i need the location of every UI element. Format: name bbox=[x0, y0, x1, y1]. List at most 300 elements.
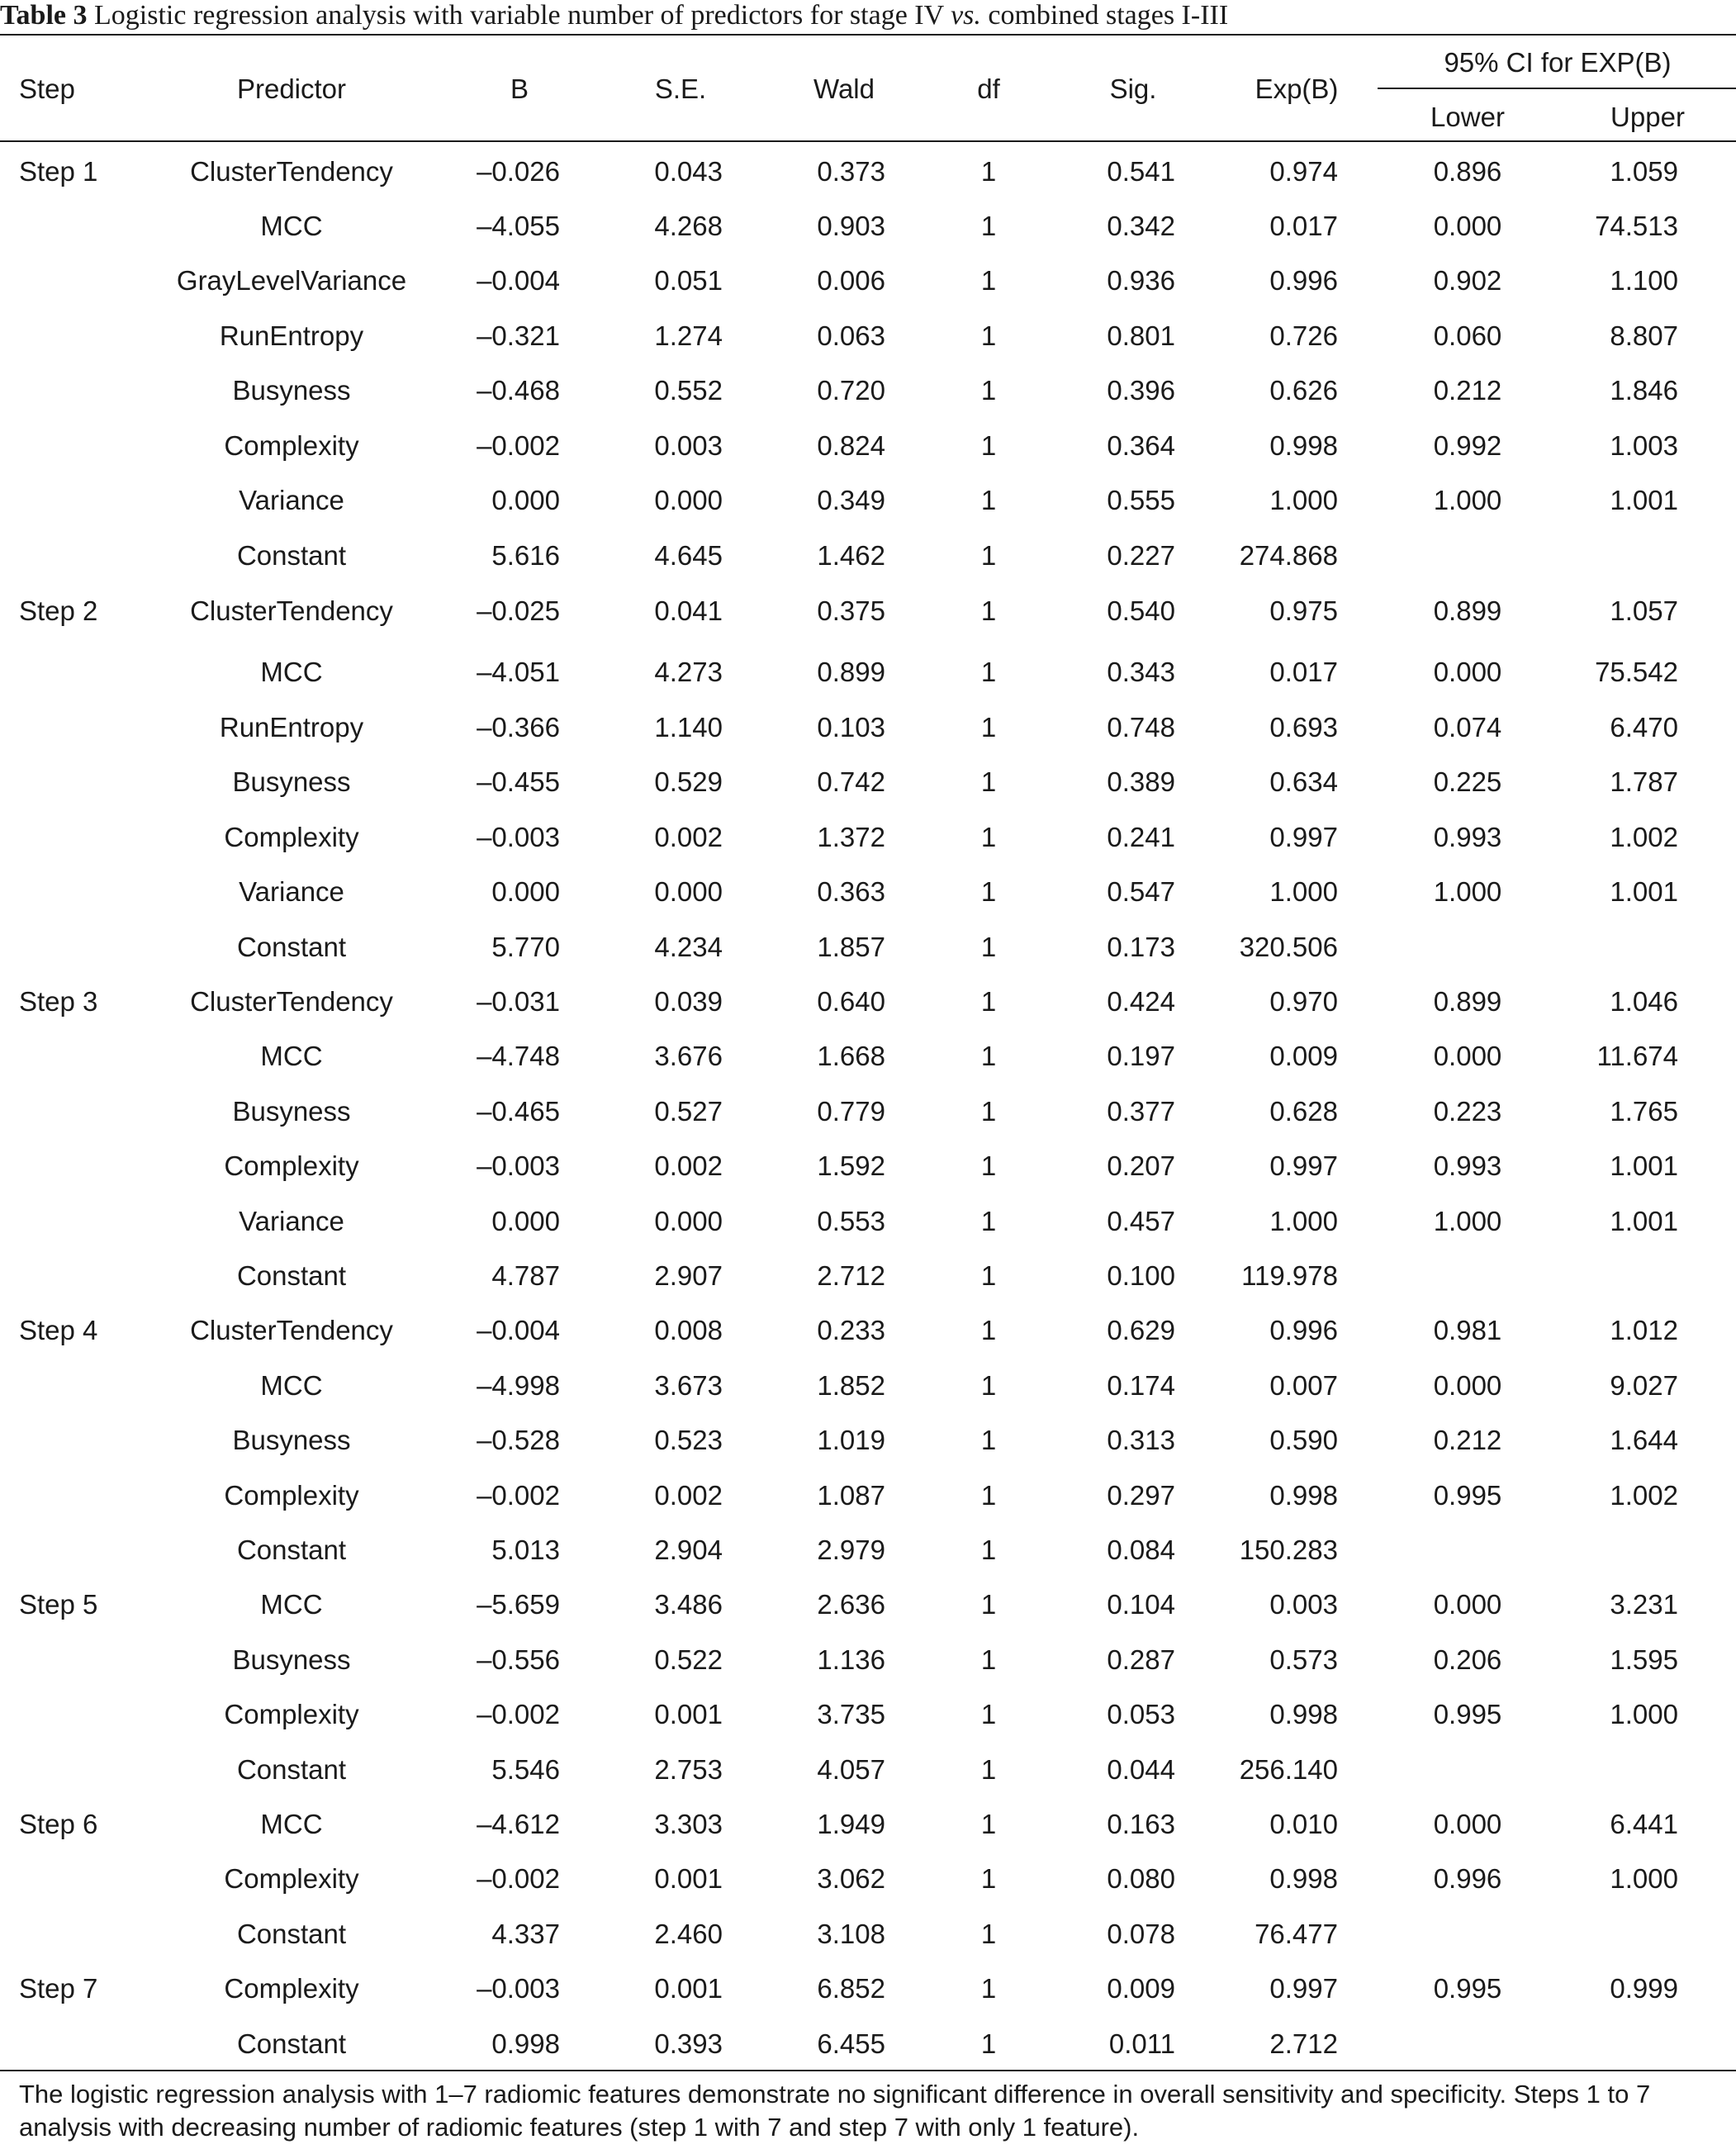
wald-cell: 1.087 bbox=[817, 1480, 885, 1511]
se-cell: 3.673 bbox=[654, 1370, 723, 1401]
expb-cell: 0.007 bbox=[1269, 1370, 1338, 1401]
b-cell: –0.004 bbox=[477, 265, 560, 296]
expb-cell: 0.628 bbox=[1269, 1096, 1338, 1127]
lower-cell: 0.000 bbox=[1433, 1809, 1502, 1839]
b-cell: –0.025 bbox=[477, 595, 560, 626]
lower-cell: 0.902 bbox=[1433, 265, 1502, 296]
b-cell: –0.321 bbox=[477, 320, 560, 351]
sig-cell: 0.080 bbox=[1107, 1863, 1175, 1894]
se-cell: 2.460 bbox=[654, 1919, 723, 1949]
lower-cell: 0.000 bbox=[1433, 211, 1502, 241]
predictor-cell: Complexity bbox=[224, 1973, 359, 2004]
se-cell: 3.303 bbox=[654, 1809, 723, 1839]
expb-cell: 0.997 bbox=[1269, 1150, 1338, 1181]
b-cell: –0.366 bbox=[477, 712, 560, 742]
b-cell: 4.787 bbox=[491, 1260, 560, 1291]
step-cell: Step 7 bbox=[19, 1973, 98, 2004]
wald-cell: 2.712 bbox=[817, 1260, 885, 1291]
b-cell: 0.000 bbox=[491, 1206, 560, 1236]
wald-cell: 0.349 bbox=[817, 485, 885, 515]
sig-cell: 0.389 bbox=[1107, 766, 1175, 797]
expb-cell: 0.693 bbox=[1269, 712, 1338, 742]
expb-cell: 1.000 bbox=[1269, 485, 1338, 515]
b-cell: –0.026 bbox=[477, 156, 560, 187]
wald-cell: 0.553 bbox=[817, 1206, 885, 1236]
se-cell: 0.527 bbox=[654, 1096, 723, 1127]
df-cell: 1 bbox=[980, 1260, 997, 1291]
df-cell: 1 bbox=[980, 540, 997, 571]
se-cell: 2.753 bbox=[654, 1754, 723, 1785]
wald-cell: 0.824 bbox=[817, 430, 885, 461]
wald-cell: 1.019 bbox=[817, 1425, 885, 1455]
se-cell: 4.268 bbox=[654, 211, 723, 241]
expb-cell: 0.998 bbox=[1269, 1863, 1338, 1894]
se-cell: 0.001 bbox=[654, 1699, 723, 1729]
upper-cell: 1.002 bbox=[1610, 822, 1678, 852]
df-cell: 1 bbox=[980, 1919, 997, 1949]
se-cell: 1.140 bbox=[654, 712, 723, 742]
se-cell: 2.904 bbox=[654, 1535, 723, 1565]
df-cell: 1 bbox=[980, 1480, 997, 1511]
upper-cell: 1.000 bbox=[1610, 1863, 1678, 1894]
ci-group-rule bbox=[1378, 88, 1736, 89]
b-cell: 0.000 bbox=[491, 485, 560, 515]
lower-cell: 0.981 bbox=[1433, 1315, 1502, 1345]
sig-cell: 0.540 bbox=[1107, 595, 1175, 626]
predictor-cell: ClusterTendency bbox=[190, 986, 393, 1017]
expb-cell: 0.634 bbox=[1269, 766, 1338, 797]
upper-cell: 6.441 bbox=[1610, 1809, 1678, 1839]
predictor-cell: Variance bbox=[239, 1206, 344, 1236]
expb-cell: 0.997 bbox=[1269, 1973, 1338, 2004]
df-cell: 1 bbox=[980, 822, 997, 852]
predictor-cell: MCC bbox=[260, 1589, 323, 1620]
predictor-cell: Busyness bbox=[232, 1425, 351, 1455]
lower-cell: 0.899 bbox=[1433, 595, 1502, 626]
df-cell: 1 bbox=[980, 375, 997, 406]
expb-cell: 0.017 bbox=[1269, 211, 1338, 241]
df-cell: 1 bbox=[980, 1644, 997, 1675]
header-upper: Upper bbox=[1610, 102, 1685, 132]
upper-cell: 8.807 bbox=[1610, 320, 1678, 351]
lower-cell: 0.223 bbox=[1433, 1096, 1502, 1127]
expb-cell: 0.975 bbox=[1269, 595, 1338, 626]
step-cell: Step 2 bbox=[19, 595, 98, 626]
b-cell: –4.612 bbox=[477, 1809, 560, 1839]
expb-cell: 0.997 bbox=[1269, 822, 1338, 852]
wald-cell: 1.462 bbox=[817, 540, 885, 571]
sig-cell: 0.104 bbox=[1107, 1589, 1175, 1620]
sig-cell: 0.044 bbox=[1107, 1754, 1175, 1785]
predictor-cell: ClusterTendency bbox=[190, 156, 393, 187]
predictor-cell: RunEntropy bbox=[219, 320, 364, 351]
predictor-cell: Busyness bbox=[232, 1096, 351, 1127]
predictor-cell: MCC bbox=[260, 211, 323, 241]
step-cell: Step 4 bbox=[19, 1315, 98, 1345]
wald-cell: 3.062 bbox=[817, 1863, 885, 1894]
df-cell: 1 bbox=[980, 1589, 997, 1620]
b-cell: 5.546 bbox=[491, 1754, 560, 1785]
sig-cell: 0.313 bbox=[1107, 1425, 1175, 1455]
expb-cell: 0.590 bbox=[1269, 1425, 1338, 1455]
lower-cell: 1.000 bbox=[1433, 485, 1502, 515]
expb-cell: 0.970 bbox=[1269, 986, 1338, 1017]
header-se: S.E. bbox=[654, 74, 707, 104]
wald-cell: 2.979 bbox=[817, 1535, 885, 1565]
expb-cell: 256.140 bbox=[1239, 1754, 1338, 1785]
predictor-cell: Variance bbox=[239, 485, 344, 515]
sig-cell: 0.009 bbox=[1107, 1973, 1175, 2004]
expb-cell: 0.974 bbox=[1269, 156, 1338, 187]
df-cell: 1 bbox=[980, 1863, 997, 1894]
header-expb: Exp(B) bbox=[1255, 74, 1339, 104]
predictor-cell: Constant bbox=[236, 1919, 347, 1949]
se-cell: 0.523 bbox=[654, 1425, 723, 1455]
predictor-cell: Complexity bbox=[224, 1150, 359, 1181]
upper-cell: 1.644 bbox=[1610, 1425, 1678, 1455]
se-cell: 0.001 bbox=[654, 1863, 723, 1894]
b-cell: –0.002 bbox=[477, 1699, 560, 1729]
expb-cell: 0.996 bbox=[1269, 1315, 1338, 1345]
expb-cell: 0.998 bbox=[1269, 1699, 1338, 1729]
lower-cell: 0.206 bbox=[1433, 1644, 1502, 1675]
se-cell: 0.008 bbox=[654, 1315, 723, 1345]
header-df: df bbox=[977, 74, 1000, 104]
sig-cell: 0.424 bbox=[1107, 986, 1175, 1017]
se-cell: 1.274 bbox=[654, 320, 723, 351]
predictor-cell: Complexity bbox=[224, 1863, 359, 1894]
sig-cell: 0.241 bbox=[1107, 822, 1175, 852]
sig-cell: 0.364 bbox=[1107, 430, 1175, 461]
lower-cell: 0.000 bbox=[1433, 1041, 1502, 1071]
df-cell: 1 bbox=[980, 876, 997, 907]
predictor-cell: ClusterTendency bbox=[190, 595, 393, 626]
caption-text-end: combined stages I-III bbox=[980, 0, 1229, 31]
wald-cell: 0.903 bbox=[817, 211, 885, 241]
sig-cell: 0.343 bbox=[1107, 657, 1175, 687]
sig-cell: 0.053 bbox=[1107, 1699, 1175, 1729]
b-cell: –0.003 bbox=[477, 1973, 560, 2004]
predictor-cell: Complexity bbox=[224, 1699, 359, 1729]
se-cell: 2.907 bbox=[654, 1260, 723, 1291]
upper-cell: 1.001 bbox=[1610, 1206, 1678, 1236]
wald-cell: 6.852 bbox=[817, 1973, 885, 2004]
sig-cell: 0.100 bbox=[1107, 1260, 1175, 1291]
upper-cell: 1.000 bbox=[1610, 1699, 1678, 1729]
expb-cell: 320.506 bbox=[1239, 932, 1338, 962]
predictor-cell: Busyness bbox=[232, 1644, 351, 1675]
wald-cell: 1.668 bbox=[817, 1041, 885, 1071]
se-cell: 0.001 bbox=[654, 1973, 723, 2004]
wald-cell: 3.108 bbox=[817, 1919, 885, 1949]
lower-cell: 0.992 bbox=[1433, 430, 1502, 461]
upper-cell: 1.046 bbox=[1610, 986, 1678, 1017]
df-cell: 1 bbox=[980, 430, 997, 461]
upper-cell: 1.001 bbox=[1610, 1150, 1678, 1181]
b-cell: –5.659 bbox=[477, 1589, 560, 1620]
se-cell: 3.676 bbox=[654, 1041, 723, 1071]
df-cell: 1 bbox=[980, 1809, 997, 1839]
header-b: B bbox=[510, 74, 529, 104]
df-cell: 1 bbox=[980, 932, 997, 962]
predictor-cell: Complexity bbox=[224, 430, 359, 461]
upper-cell: 1.787 bbox=[1610, 766, 1678, 797]
se-cell: 0.041 bbox=[654, 595, 723, 626]
lower-cell: 0.896 bbox=[1433, 156, 1502, 187]
lower-cell: 1.000 bbox=[1433, 1206, 1502, 1236]
lower-cell: 0.000 bbox=[1433, 1370, 1502, 1401]
upper-cell: 1.057 bbox=[1610, 595, 1678, 626]
predictor-cell: Constant bbox=[236, 540, 347, 571]
se-cell: 0.000 bbox=[654, 876, 723, 907]
step-cell: Step 1 bbox=[19, 156, 98, 187]
wald-cell: 0.720 bbox=[817, 375, 885, 406]
lower-cell: 0.000 bbox=[1433, 657, 1502, 687]
sig-cell: 0.457 bbox=[1107, 1206, 1175, 1236]
lower-cell: 0.225 bbox=[1433, 766, 1502, 797]
se-cell: 0.000 bbox=[654, 1206, 723, 1236]
wald-cell: 0.640 bbox=[817, 986, 885, 1017]
upper-cell: 1.003 bbox=[1610, 430, 1678, 461]
predictor-cell: MCC bbox=[260, 657, 323, 687]
wald-cell: 1.857 bbox=[817, 932, 885, 962]
df-cell: 1 bbox=[980, 1206, 997, 1236]
upper-cell: 1.846 bbox=[1610, 375, 1678, 406]
b-cell: 5.616 bbox=[491, 540, 560, 571]
upper-cell: 6.470 bbox=[1610, 712, 1678, 742]
wald-cell: 6.455 bbox=[817, 2028, 885, 2059]
predictor-cell: Constant bbox=[236, 1260, 347, 1291]
wald-cell: 0.375 bbox=[817, 595, 885, 626]
header-sig: Sig. bbox=[1109, 74, 1157, 104]
header-bottom-rule bbox=[0, 140, 1736, 142]
upper-cell: 1.001 bbox=[1610, 876, 1678, 907]
predictor-cell: GrayLevelVariance bbox=[176, 265, 407, 296]
sig-cell: 0.197 bbox=[1107, 1041, 1175, 1071]
df-cell: 1 bbox=[980, 1041, 997, 1071]
sig-cell: 0.377 bbox=[1107, 1096, 1175, 1127]
wald-cell: 0.233 bbox=[817, 1315, 885, 1345]
se-cell: 0.393 bbox=[654, 2028, 723, 2059]
expb-cell: 0.726 bbox=[1269, 320, 1338, 351]
sig-cell: 0.173 bbox=[1107, 932, 1175, 962]
upper-cell: 0.999 bbox=[1610, 1973, 1678, 2004]
predictor-cell: MCC bbox=[260, 1370, 323, 1401]
b-cell: –0.002 bbox=[477, 430, 560, 461]
se-cell: 0.043 bbox=[654, 156, 723, 187]
caption-text: Logistic regression analysis with variable number of predictors for stage IV bbox=[87, 0, 951, 31]
predictor-cell: Complexity bbox=[224, 1480, 359, 1511]
expb-cell: 0.003 bbox=[1269, 1589, 1338, 1620]
step-cell: Step 5 bbox=[19, 1589, 98, 1620]
wald-cell: 1.592 bbox=[817, 1150, 885, 1181]
predictor-cell: Constant bbox=[236, 2028, 347, 2059]
lower-cell: 0.000 bbox=[1433, 1589, 1502, 1620]
predictor-cell: Constant bbox=[236, 1754, 347, 1785]
b-cell: –0.004 bbox=[477, 1315, 560, 1345]
table-label: Table 3 bbox=[0, 0, 88, 31]
sig-cell: 0.396 bbox=[1107, 375, 1175, 406]
b-cell: 0.000 bbox=[491, 876, 560, 907]
upper-cell: 9.027 bbox=[1610, 1370, 1678, 1401]
expb-cell: 0.009 bbox=[1269, 1041, 1338, 1071]
lower-cell: 1.000 bbox=[1433, 876, 1502, 907]
upper-cell: 1.001 bbox=[1610, 485, 1678, 515]
b-cell: 5.770 bbox=[491, 932, 560, 962]
expb-cell: 0.017 bbox=[1269, 657, 1338, 687]
sig-cell: 0.174 bbox=[1107, 1370, 1175, 1401]
df-cell: 1 bbox=[980, 485, 997, 515]
wald-cell: 0.363 bbox=[817, 876, 885, 907]
se-cell: 0.002 bbox=[654, 822, 723, 852]
wald-cell: 0.006 bbox=[817, 265, 885, 296]
b-cell: –0.455 bbox=[477, 766, 560, 797]
sig-cell: 0.801 bbox=[1107, 320, 1175, 351]
b-cell: –4.051 bbox=[477, 657, 560, 687]
upper-cell: 1.765 bbox=[1610, 1096, 1678, 1127]
lower-cell: 0.995 bbox=[1433, 1480, 1502, 1511]
sig-cell: 0.084 bbox=[1107, 1535, 1175, 1565]
df-cell: 1 bbox=[980, 595, 997, 626]
lower-cell: 0.074 bbox=[1433, 712, 1502, 742]
expb-cell: 0.010 bbox=[1269, 1809, 1338, 1839]
expb-cell: 0.998 bbox=[1269, 430, 1338, 461]
df-cell: 1 bbox=[980, 1699, 997, 1729]
table-footnote: The logistic regression analysis with 1–7 radiomic features demonstrate no significant difference in overall sensitivity and specificity. Steps 1 to 7 analysis with decreasing number of radiomic features (step 1 with 7 and step 7 with only 1 feature). bbox=[19, 2080, 1651, 2142]
sig-cell: 0.163 bbox=[1107, 1809, 1175, 1839]
expb-cell: 150.283 bbox=[1239, 1535, 1338, 1565]
sig-cell: 0.555 bbox=[1107, 485, 1175, 515]
se-cell: 0.552 bbox=[654, 375, 723, 406]
expb-cell: 0.573 bbox=[1269, 1644, 1338, 1675]
se-cell: 0.529 bbox=[654, 766, 723, 797]
se-cell: 0.522 bbox=[654, 1644, 723, 1675]
df-cell: 1 bbox=[980, 1315, 997, 1345]
lower-cell: 0.995 bbox=[1433, 1973, 1502, 2004]
sig-cell: 0.207 bbox=[1107, 1150, 1175, 1181]
sig-cell: 0.011 bbox=[1108, 2028, 1175, 2059]
table-caption bbox=[0, 0, 1736, 31]
df-cell: 1 bbox=[980, 265, 997, 296]
step-cell: Step 6 bbox=[19, 1809, 98, 1839]
se-cell: 0.002 bbox=[654, 1480, 723, 1511]
wald-cell: 0.899 bbox=[817, 657, 885, 687]
sig-cell: 0.936 bbox=[1107, 265, 1175, 296]
predictor-cell: MCC bbox=[260, 1809, 323, 1839]
predictor-cell: MCC bbox=[260, 1041, 323, 1071]
b-cell: –4.998 bbox=[477, 1370, 560, 1401]
b-cell: –0.556 bbox=[477, 1644, 560, 1675]
predictor-cell: Busyness bbox=[232, 766, 351, 797]
wald-cell: 1.852 bbox=[817, 1370, 885, 1401]
wald-cell: 0.063 bbox=[817, 320, 885, 351]
sig-cell: 0.748 bbox=[1107, 712, 1175, 742]
se-cell: 0.003 bbox=[654, 430, 723, 461]
wald-cell: 1.136 bbox=[817, 1644, 885, 1675]
wald-cell: 0.779 bbox=[817, 1096, 885, 1127]
predictor-cell: Complexity bbox=[224, 822, 359, 852]
expb-cell: 0.998 bbox=[1269, 1480, 1338, 1511]
upper-cell: 1.595 bbox=[1610, 1644, 1678, 1675]
upper-cell: 1.059 bbox=[1610, 156, 1678, 187]
expb-cell: 119.978 bbox=[1241, 1260, 1338, 1291]
lower-cell: 0.060 bbox=[1433, 320, 1502, 351]
wald-cell: 0.742 bbox=[817, 766, 885, 797]
wald-cell: 1.372 bbox=[817, 822, 885, 852]
wald-cell: 3.735 bbox=[817, 1699, 885, 1729]
lower-cell: 0.212 bbox=[1433, 1425, 1502, 1455]
b-cell: –0.528 bbox=[477, 1425, 560, 1455]
lower-cell: 0.996 bbox=[1433, 1863, 1502, 1894]
b-cell: 0.998 bbox=[491, 2028, 560, 2059]
predictor-cell: Constant bbox=[236, 932, 347, 962]
df-cell: 1 bbox=[980, 1150, 997, 1181]
lower-cell: 0.899 bbox=[1433, 986, 1502, 1017]
expb-cell: 1.000 bbox=[1269, 1206, 1338, 1236]
wald-cell: 4.057 bbox=[817, 1754, 885, 1785]
expb-cell: 1.000 bbox=[1269, 876, 1338, 907]
sig-cell: 0.078 bbox=[1107, 1919, 1175, 1949]
sig-cell: 0.342 bbox=[1107, 211, 1175, 241]
df-cell: 1 bbox=[980, 1096, 997, 1127]
df-cell: 1 bbox=[980, 320, 997, 351]
predictor-cell: Busyness bbox=[232, 375, 351, 406]
upper-cell: 11.674 bbox=[1596, 1041, 1678, 1071]
header-lower: Lower bbox=[1430, 102, 1505, 132]
wald-cell: 0.373 bbox=[817, 156, 885, 187]
df-cell: 1 bbox=[980, 1535, 997, 1565]
b-cell: 4.337 bbox=[491, 1919, 560, 1949]
wald-cell: 0.103 bbox=[817, 712, 885, 742]
upper-cell: 3.231 bbox=[1610, 1589, 1678, 1620]
header-predictor: Predictor bbox=[236, 74, 347, 104]
sig-cell: 0.297 bbox=[1107, 1480, 1175, 1511]
se-cell: 0.002 bbox=[654, 1150, 723, 1181]
caption-italic: vs. bbox=[951, 0, 981, 31]
df-cell: 1 bbox=[980, 1754, 997, 1785]
top-rule bbox=[0, 34, 1736, 36]
upper-cell: 1.002 bbox=[1610, 1480, 1678, 1511]
expb-cell: 2.712 bbox=[1269, 2028, 1338, 2059]
header-wald: Wald bbox=[813, 74, 875, 104]
b-cell: –0.465 bbox=[477, 1096, 560, 1127]
df-cell: 1 bbox=[980, 657, 997, 687]
b-cell: –4.055 bbox=[477, 211, 560, 241]
se-cell: 0.000 bbox=[654, 485, 723, 515]
wald-cell: 1.949 bbox=[817, 1809, 885, 1839]
b-cell: 5.013 bbox=[491, 1535, 560, 1565]
b-cell: –0.003 bbox=[477, 822, 560, 852]
df-cell: 1 bbox=[980, 986, 997, 1017]
df-cell: 1 bbox=[980, 766, 997, 797]
df-cell: 1 bbox=[980, 712, 997, 742]
upper-cell: 1.012 bbox=[1610, 1315, 1678, 1345]
upper-cell: 1.100 bbox=[1610, 265, 1678, 296]
se-cell: 4.234 bbox=[654, 932, 723, 962]
se-cell: 0.051 bbox=[654, 265, 723, 296]
sig-cell: 0.227 bbox=[1107, 540, 1175, 571]
df-cell: 1 bbox=[980, 2028, 997, 2059]
b-cell: –0.468 bbox=[477, 375, 560, 406]
expb-cell: 274.868 bbox=[1239, 540, 1338, 571]
df-cell: 1 bbox=[980, 1973, 997, 2004]
lower-cell: 0.995 bbox=[1433, 1699, 1502, 1729]
header-step: Step bbox=[19, 74, 75, 104]
predictor-cell: RunEntropy bbox=[219, 712, 364, 742]
upper-cell: 74.513 bbox=[1595, 211, 1678, 241]
b-cell: –0.002 bbox=[477, 1863, 560, 1894]
wald-cell: 2.636 bbox=[817, 1589, 885, 1620]
